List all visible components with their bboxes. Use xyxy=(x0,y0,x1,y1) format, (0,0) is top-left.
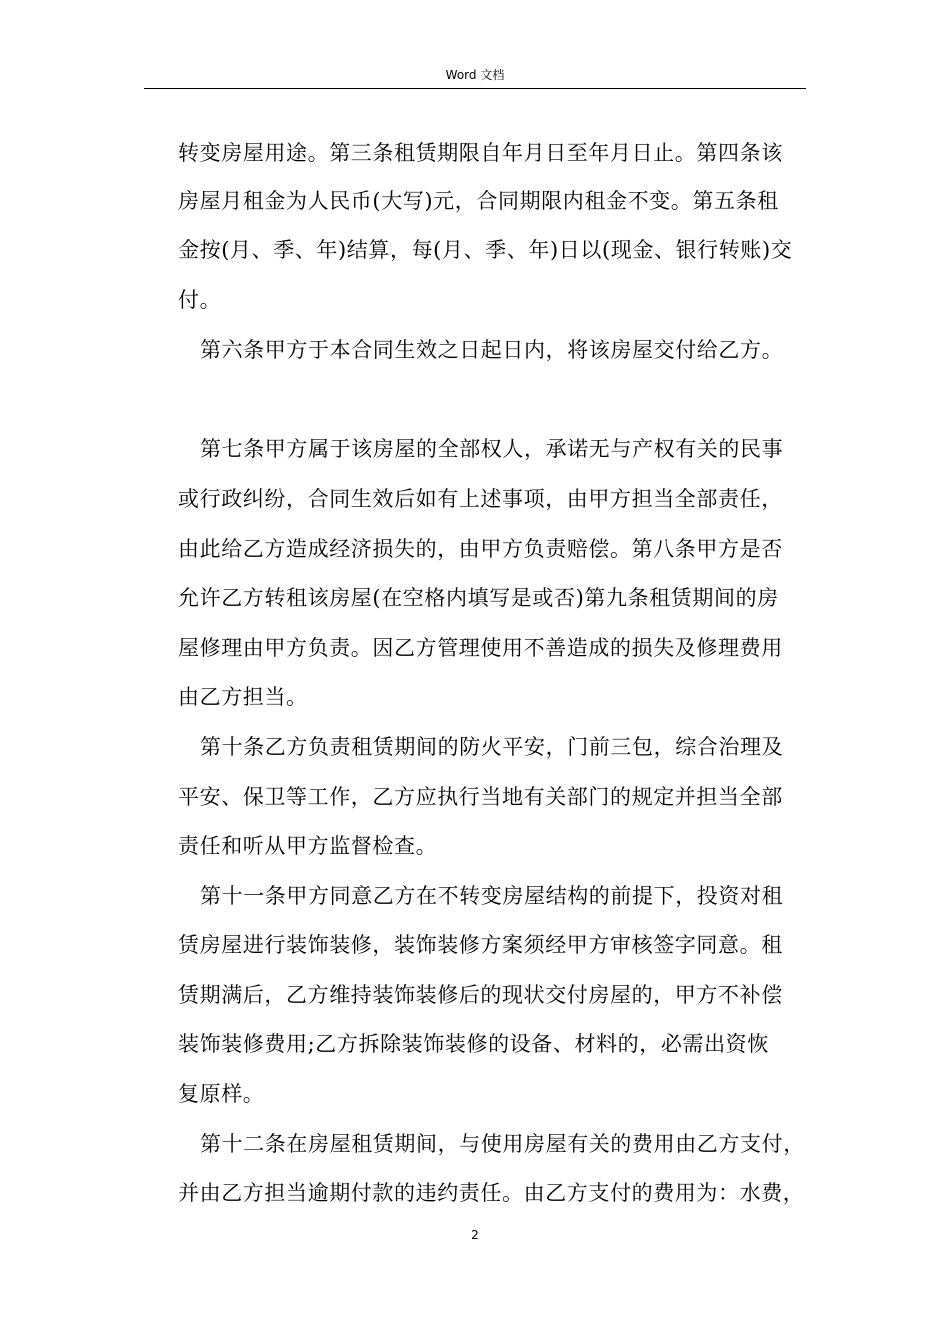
text-line: 第十条乙方负责租赁期间的防火平安，门前三包，综合治理及 xyxy=(200,735,784,759)
text-line: 房屋月租金为人民币(大写)元，合同期限内租金不变。第五条租 xyxy=(178,189,779,213)
text-line: 复原样。 xyxy=(178,1082,265,1106)
page-number: 2 xyxy=(471,1228,479,1242)
text-line: 第六条甲方于本合同生效之日起日内，将该房屋交付给乙方。 xyxy=(200,338,784,362)
header-rule xyxy=(144,88,806,89)
text-line: 金按(月、季、年)结算，每(月、季、年)日以(现金、银行转账)交 xyxy=(178,238,793,262)
text-line: 或行政纠纷，合同生效后如有上述事项，由甲方担当全部责任， xyxy=(178,487,783,511)
page-header: Word 文档 xyxy=(445,68,505,82)
text-line: 第十一条甲方同意乙方在不转变房屋结构的前提下，投资对租 xyxy=(200,884,784,908)
text-line: 第十二条在房屋租赁期间，与使用房屋有关的费用由乙方支付， xyxy=(200,1132,805,1156)
text-line: 并由乙方担当逾期付款的违约责任。由乙方支付的费用为：水费， xyxy=(178,1181,805,1205)
text-line: 装饰装修费用;乙方拆除装饰装修的设备、材料的，必需出资恢 xyxy=(178,1032,769,1056)
text-line: 平安、保卫等工作，乙方应执行当地有关部门的规定并担当全部 xyxy=(178,785,783,809)
text-line: 允许乙方转租该房屋(在空格内填写是或否)第九条租赁期间的房 xyxy=(178,586,779,610)
text-line: 由乙方担当。 xyxy=(178,685,308,709)
text-line: 转变房屋用途。第三条租赁期限自年月日至年月日止。第四条该 xyxy=(178,141,783,165)
text-line: 赁期满后，乙方维持装饰装修后的现状交付房屋的，甲方不补偿 xyxy=(178,983,783,1007)
text-line: 由此给乙方造成经济损失的，由甲方负责赔偿。第八条甲方是否 xyxy=(178,537,783,561)
text-line: 屋修理由甲方负责。因乙方管理使用不善造成的损失及修理费用 xyxy=(178,636,783,660)
text-line: 第七条甲方属于该房屋的全部权人，承诺无与产权有关的民事 xyxy=(200,437,784,461)
text-line: 责任和听从甲方监督检查。 xyxy=(178,834,438,858)
text-line: 赁房屋进行装饰装修，装饰装修方案须经甲方审核签字同意。租 xyxy=(178,933,783,957)
text-line: 付。 xyxy=(178,288,222,312)
